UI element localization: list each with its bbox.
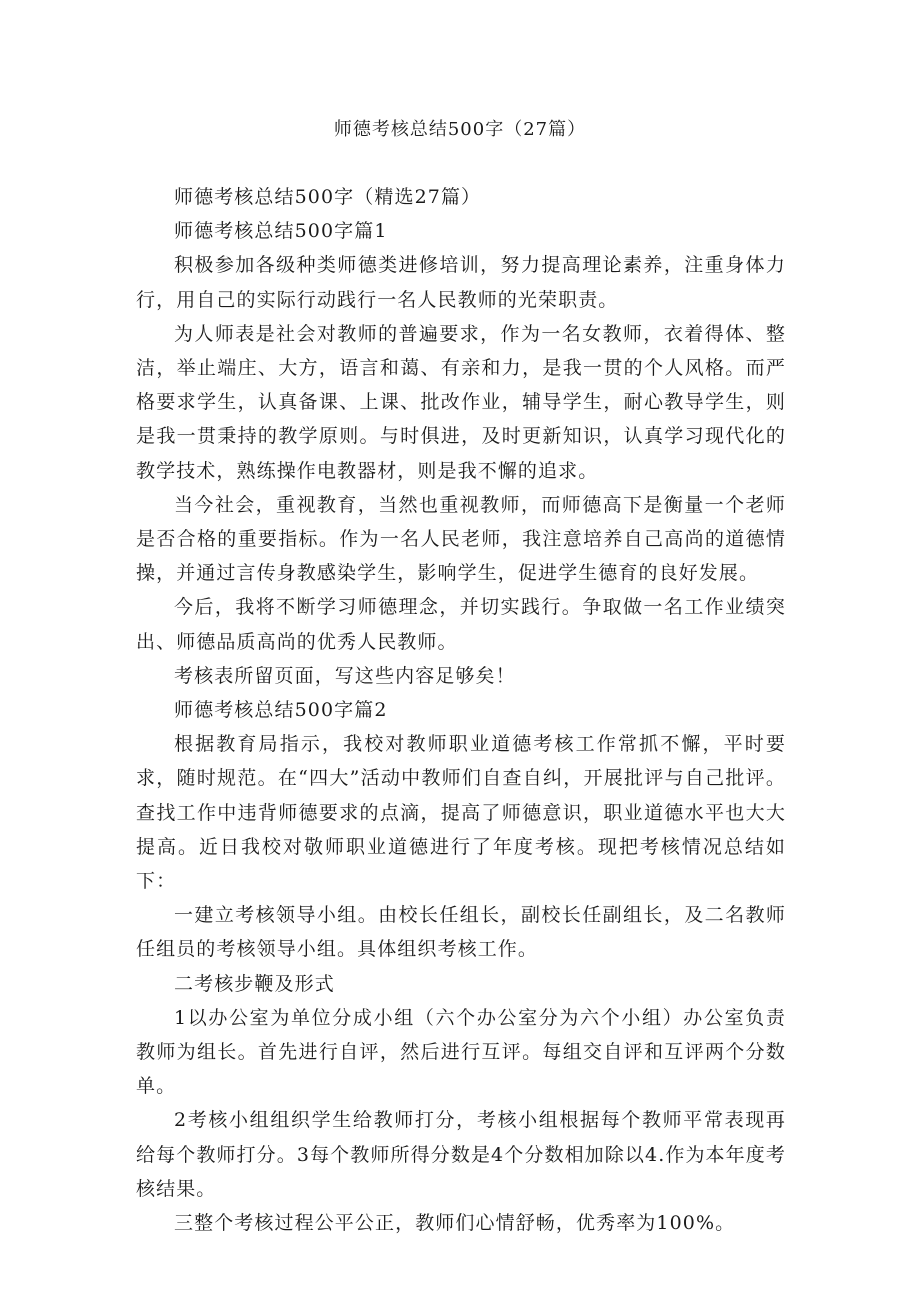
body-paragraph: 当今社会，重视教育，当然也重视教师，而师德高下是衡量一个老师是否合格的重要指标。作为一名人民老师，我注意培养自己高尚的道德情操，并通过言传身教感染学生，影响学生，促进学生德育的良好发展。	[136, 493, 786, 585]
body-paragraph: 三整个考核过程公平公正，教师们心情舒畅，优秀率为100%。	[174, 1212, 736, 1235]
body-paragraph: 考核表所留页面，写这些内容足够矣！	[174, 664, 516, 687]
body-paragraph: 为人师表是社会对教师的普遍要求，作为一名女教师，衣着得体、整洁，举止端庄、大方，语言和蔼、有亲和力，是我一贯的个人风格。而严格要求学生，认真备课、上课、批改作业，辅导学生，耐心教导学生，则是我一贯秉持的教学原则。与时俱进，及时更新知识，认真学习现代化的教学技术，熟练操作电教器材，则是我不懈的追求。	[136, 322, 786, 482]
body-paragraph: 二考核步鞭及形式	[174, 972, 335, 995]
section-heading-1: 师德考核总结500字篇1	[174, 220, 388, 243]
document-title: 师德考核总结500字（27篇）	[333, 119, 587, 140]
body-paragraph: 一建立考核领导小组。由校长任组长，副校长任副组长，及二名教师任组员的考核领导小组。具体组织考核工作。	[136, 904, 786, 961]
document-body	[136, 180, 786, 1240]
body-paragraph: 2考核小组组织学生给教师打分，考核小组根据每个教师平常表现再给每个教师打分。3每个教师所得分数是4个分数相加除以4.作为本年度考核结果。	[136, 1109, 786, 1200]
section-heading-2: 师德考核总结500字篇2	[174, 699, 388, 722]
body-paragraph: 今后，我将不断学习师德理念，并切实践行。争取做一名工作业绩突出、师德品质高尚的优秀人民教师。	[136, 596, 786, 653]
subtitle-paragraph: 师德考核总结500字（精选27篇）	[174, 186, 482, 208]
body-paragraph: 1以办公室为单位分成小组（六个办公室分为六个小组）办公室负责教师为组长。首先进行自评，然后进行互评。每组交自评和互评两个分数单。	[136, 1006, 786, 1098]
body-paragraph: 积极参加各级种类师德类进修培训，努力提高理论素养，注重身体力行，用自己的实际行动践行一名人民教师的光荣职责。	[136, 254, 786, 311]
body-paragraph: 根据教育局指示，我校对教师职业道德考核工作常抓不懈，平时要求，随时规范。在“四大”活动中教师们自查自纠，开展批评与自己批评。查找工作中违背师德要求的点滴，提高了师德意识，职业道德水平也大大提高。近日我校对敬师职业道德进行了年度考核。现把考核情况总结如下：	[136, 733, 786, 893]
